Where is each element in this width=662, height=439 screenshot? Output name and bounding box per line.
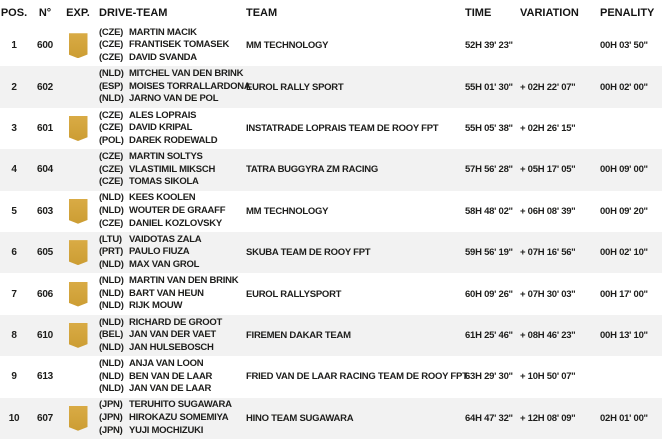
- driver-country-code: (JPN): [99, 411, 123, 423]
- exp-cell: [62, 116, 94, 141]
- driver-line: [99, 425, 246, 438]
- team-name: INSTATRADE LOPRAIS TEAM DE ROOY FPT: [246, 122, 439, 134]
- driver-name: MAX VAN GROL: [129, 258, 200, 270]
- penalty-time: 00H 09' 20'': [600, 205, 648, 217]
- time-variation: + 02H 22' 07'': [520, 81, 576, 93]
- team-name: EUROL RALLY SPORT: [246, 81, 344, 93]
- driver-country-code: (NLD): [99, 93, 124, 105]
- driver-line: [99, 110, 246, 123]
- driver-name: JAN VAN DE LAAR: [129, 383, 212, 395]
- driver-name: YUJI MOCHIZUKI: [129, 424, 204, 436]
- driver-country-code: (ESP): [99, 80, 124, 92]
- driver-list: [94, 358, 246, 396]
- driver-line: [99, 412, 246, 425]
- table-row: [0, 25, 662, 66]
- driver-line: [99, 288, 246, 301]
- position: 10: [8, 412, 20, 424]
- driver-list: [94, 68, 251, 106]
- driver-country-code: (NLD): [99, 341, 124, 353]
- total-time: 58H 48' 02'': [465, 205, 513, 217]
- driver-name: MOISES TORRALLARDONA: [129, 80, 251, 92]
- driver-country-code: (CZE): [99, 51, 124, 63]
- team-name: TATRA BUGGYRA ZM RACING: [246, 164, 378, 176]
- driver-country-code: (JPN): [99, 399, 123, 411]
- driver-country-code: (CZE): [99, 39, 124, 51]
- driver-name: MARTIN MACIK: [129, 26, 197, 38]
- driver-country-code: (CZE): [99, 163, 124, 175]
- team-name: MM TECHNOLOGY: [246, 205, 329, 217]
- exp-cell: [62, 33, 94, 58]
- vehicle-number: 605: [37, 247, 53, 259]
- driver-name: FRANTISEK TOMASEK: [129, 39, 230, 51]
- driver-line: [99, 300, 246, 313]
- table-row: [0, 315, 662, 356]
- vehicle-number: 613: [37, 371, 53, 383]
- driver-line: [99, 192, 246, 205]
- driver-country-code: (NLD): [99, 68, 124, 80]
- exp-cell: [62, 240, 94, 265]
- driver-list: [94, 27, 246, 65]
- position: 7: [11, 288, 17, 300]
- driver-list: [94, 151, 246, 189]
- vehicle-number: 603: [37, 205, 53, 217]
- driver-name: ALES LOPRAIS: [129, 109, 197, 121]
- driver-name: JARNO VAN DE POL: [129, 93, 219, 105]
- driver-line: [99, 93, 246, 106]
- experience-flag-icon: [69, 33, 88, 58]
- time-variation: + 07H 16' 56'': [520, 247, 576, 259]
- driver-list: [94, 110, 246, 148]
- driver-line: [99, 234, 246, 247]
- position: 1: [11, 40, 17, 52]
- driver-name: DAVID KRIPAL: [129, 122, 193, 134]
- driver-name: VAIDOTAS ZALA: [129, 233, 202, 245]
- driver-country-code: (NLD): [99, 370, 124, 382]
- driver-name: PAULO FIUZA: [129, 246, 190, 258]
- driver-country-code: (LTU): [99, 233, 122, 245]
- vehicle-number: 600: [37, 40, 53, 52]
- driver-name: MARTIN SOLTYS: [129, 150, 203, 162]
- total-time: 61H 25' 46'': [465, 329, 513, 341]
- column-header-time: TIME: [465, 6, 492, 19]
- penalty-time: 02H 01' 00'': [600, 412, 648, 424]
- table-body: [0, 25, 662, 439]
- driver-name: RIJK MOUW: [129, 300, 183, 312]
- column-header-number: N°: [38, 6, 52, 19]
- driver-country-code: (NLD): [99, 357, 124, 369]
- table-row: [0, 149, 662, 190]
- driver-line: [99, 52, 246, 65]
- exp-cell: [62, 157, 94, 182]
- penalty-time: 00H 02' 10'': [600, 247, 648, 259]
- driver-name: MARTIN VAN DEN BRINK: [129, 275, 239, 287]
- driver-country-code: (JPN): [99, 424, 123, 436]
- driver-line: [99, 205, 246, 218]
- exp-cell: [62, 282, 94, 307]
- driver-line: [99, 383, 246, 396]
- driver-name: MITCHEL VAN DEN BRINK: [129, 68, 244, 80]
- driver-line: [99, 371, 246, 384]
- driver-line: [99, 80, 251, 94]
- team-name: FRIED VAN DE LAAR RACING TEAM DE ROOY FPT: [246, 371, 468, 383]
- exp-cell: [62, 406, 94, 431]
- driver-country-code: (NLD): [99, 192, 124, 204]
- experience-flag-icon: [69, 406, 88, 431]
- driver-country-code: (NLD): [99, 316, 124, 328]
- driver-line: [99, 39, 246, 52]
- team-name: FIREMEN DAKAR TEAM: [246, 329, 351, 341]
- column-header-drive-team: DRIVE-TEAM: [99, 6, 168, 19]
- time-variation: + 02H 26' 15'': [520, 122, 576, 134]
- driver-name: TERUHITO SUGAWARA: [129, 399, 232, 411]
- driver-line: [99, 151, 246, 164]
- driver-name: HIROKAZU SOMEMIYA: [129, 411, 229, 423]
- driver-name: BEN VAN DE LAAR: [129, 370, 213, 382]
- vehicle-number: 607: [37, 412, 53, 424]
- total-time: 64H 47' 32'': [465, 412, 513, 424]
- table-row: [0, 191, 662, 232]
- driver-name: KEES KOOLEN: [129, 192, 196, 204]
- vehicle-number: 601: [37, 122, 53, 134]
- driver-country-code: (BEL): [99, 329, 124, 341]
- driver-country-code: (PRT): [99, 246, 124, 258]
- vehicle-number: 604: [37, 164, 53, 176]
- time-variation: + 08H 46' 23'': [520, 329, 576, 341]
- penalty-time: 00H 02' 00'': [600, 81, 648, 93]
- driver-country-code: (NLD): [99, 258, 124, 270]
- total-time: 57H 56' 28'': [465, 164, 513, 176]
- team-name: HINO TEAM SUGAWARA: [246, 412, 354, 424]
- position: 6: [11, 247, 17, 259]
- table-row: [0, 273, 662, 314]
- driver-line: [99, 342, 246, 355]
- table-row: [0, 356, 662, 397]
- position: 3: [11, 122, 17, 134]
- column-header-team: TEAM: [246, 6, 278, 19]
- column-header-pos: POS.: [0, 6, 28, 19]
- vehicle-number: 606: [37, 288, 53, 300]
- driver-list: [94, 192, 246, 230]
- driver-country-code: (CZE): [99, 150, 124, 162]
- exp-cell: [62, 75, 94, 100]
- driver-name: JAN HULSEBOSCH: [129, 341, 214, 353]
- driver-line: [99, 259, 246, 272]
- time-variation: + 10H 50' 07'': [520, 371, 576, 383]
- penalty-time: 00H 09' 00'': [600, 164, 648, 176]
- driver-line: [99, 317, 246, 330]
- driver-name: WOUTER DE GRAAFF: [129, 204, 226, 216]
- driver-country-code: (NLD): [99, 300, 124, 312]
- time-variation: + 07H 30' 03'': [520, 288, 576, 300]
- team-name: SKUBA TEAM DE ROOY FPT: [246, 247, 371, 259]
- driver-country-code: (NLD): [99, 275, 124, 287]
- driver-name: DAREK RODEWALD: [129, 134, 218, 146]
- position: 2: [11, 81, 17, 93]
- driver-line: [99, 27, 246, 40]
- driver-line: [99, 68, 246, 81]
- total-time: 60H 09' 26'': [465, 288, 513, 300]
- driver-list: [94, 275, 246, 313]
- table-row: [0, 232, 662, 273]
- exp-cell: [62, 199, 94, 224]
- table-row: [0, 66, 662, 107]
- position: 9: [11, 371, 17, 383]
- driver-country-code: (NLD): [99, 287, 124, 299]
- time-variation: + 06H 08' 39'': [520, 205, 576, 217]
- driver-line: [99, 176, 246, 189]
- driver-line: [99, 275, 246, 288]
- driver-line: [99, 135, 246, 148]
- vehicle-number: 610: [37, 329, 53, 341]
- team-name: MM TECHNOLOGY: [246, 40, 329, 52]
- driver-country-code: (NLD): [99, 383, 124, 395]
- column-header-exp: EXP.: [66, 6, 90, 19]
- driver-country-code: (CZE): [99, 109, 124, 121]
- position: 8: [11, 329, 17, 341]
- driver-line: [99, 122, 246, 135]
- driver-country-code: (CZE): [99, 176, 124, 188]
- time-variation: + 12H 08' 09'': [520, 412, 576, 424]
- driver-country-code: (CZE): [99, 217, 124, 229]
- total-time: 52H 39' 23'': [465, 40, 513, 52]
- driver-line: [99, 164, 246, 177]
- driver-name: ANJA VAN LOON: [129, 357, 204, 369]
- driver-list: [94, 234, 246, 272]
- driver-country-code: (CZE): [99, 122, 124, 134]
- column-header-penality: PENALITY: [600, 6, 655, 19]
- experience-flag-icon: [69, 116, 88, 141]
- driver-name: RICHARD DE GROOT: [129, 316, 223, 328]
- driver-name: BART VAN HEUN: [129, 287, 204, 299]
- driver-line: [99, 218, 246, 231]
- total-time: 55H 01' 30'': [465, 81, 513, 93]
- exp-cell: [62, 364, 94, 389]
- position: 5: [11, 205, 17, 217]
- driver-list: [94, 317, 246, 355]
- penalty-time: 00H 17' 00'': [600, 288, 648, 300]
- table-row: [0, 398, 662, 439]
- driver-list: [94, 399, 246, 437]
- driver-name: DANIEL KOZLOVSKY: [129, 217, 222, 229]
- table-row: [0, 108, 662, 149]
- experience-flag-icon: [69, 199, 88, 224]
- penalty-time: 00H 13' 10'': [600, 329, 648, 341]
- position: 4: [11, 164, 17, 176]
- driver-line: [99, 358, 246, 371]
- column-header-variation: VARIATION: [520, 6, 579, 19]
- driver-line: [99, 399, 246, 412]
- total-time: 63H 29' 30'': [465, 371, 513, 383]
- exp-cell: [62, 323, 94, 348]
- penalty-time: 00H 03' 50'': [600, 40, 648, 52]
- driver-name: VLASTIMIL MIKSCH: [129, 163, 216, 175]
- team-name: EUROL RALLYSPORT: [246, 288, 342, 300]
- driver-country-code: (POL): [99, 134, 124, 146]
- table-header-row: [0, 0, 662, 25]
- driver-country-code: (CZE): [99, 26, 124, 38]
- experience-flag-icon: [69, 323, 88, 348]
- driver-line: [99, 246, 246, 259]
- time-variation: + 05H 17' 05'': [520, 164, 576, 176]
- driver-name: JAN VAN DER VAET: [129, 329, 216, 341]
- total-time: 59H 56' 19'': [465, 247, 513, 259]
- experience-flag-icon: [69, 282, 88, 307]
- driver-country-code: (NLD): [99, 204, 124, 216]
- vehicle-number: 602: [37, 81, 53, 93]
- experience-flag-icon: [69, 240, 88, 265]
- total-time: 55H 05' 38'': [465, 122, 513, 134]
- driver-name: TOMAS SIKOLA: [129, 176, 199, 188]
- driver-line: [99, 329, 246, 342]
- driver-name: DAVID SVANDA: [129, 51, 197, 63]
